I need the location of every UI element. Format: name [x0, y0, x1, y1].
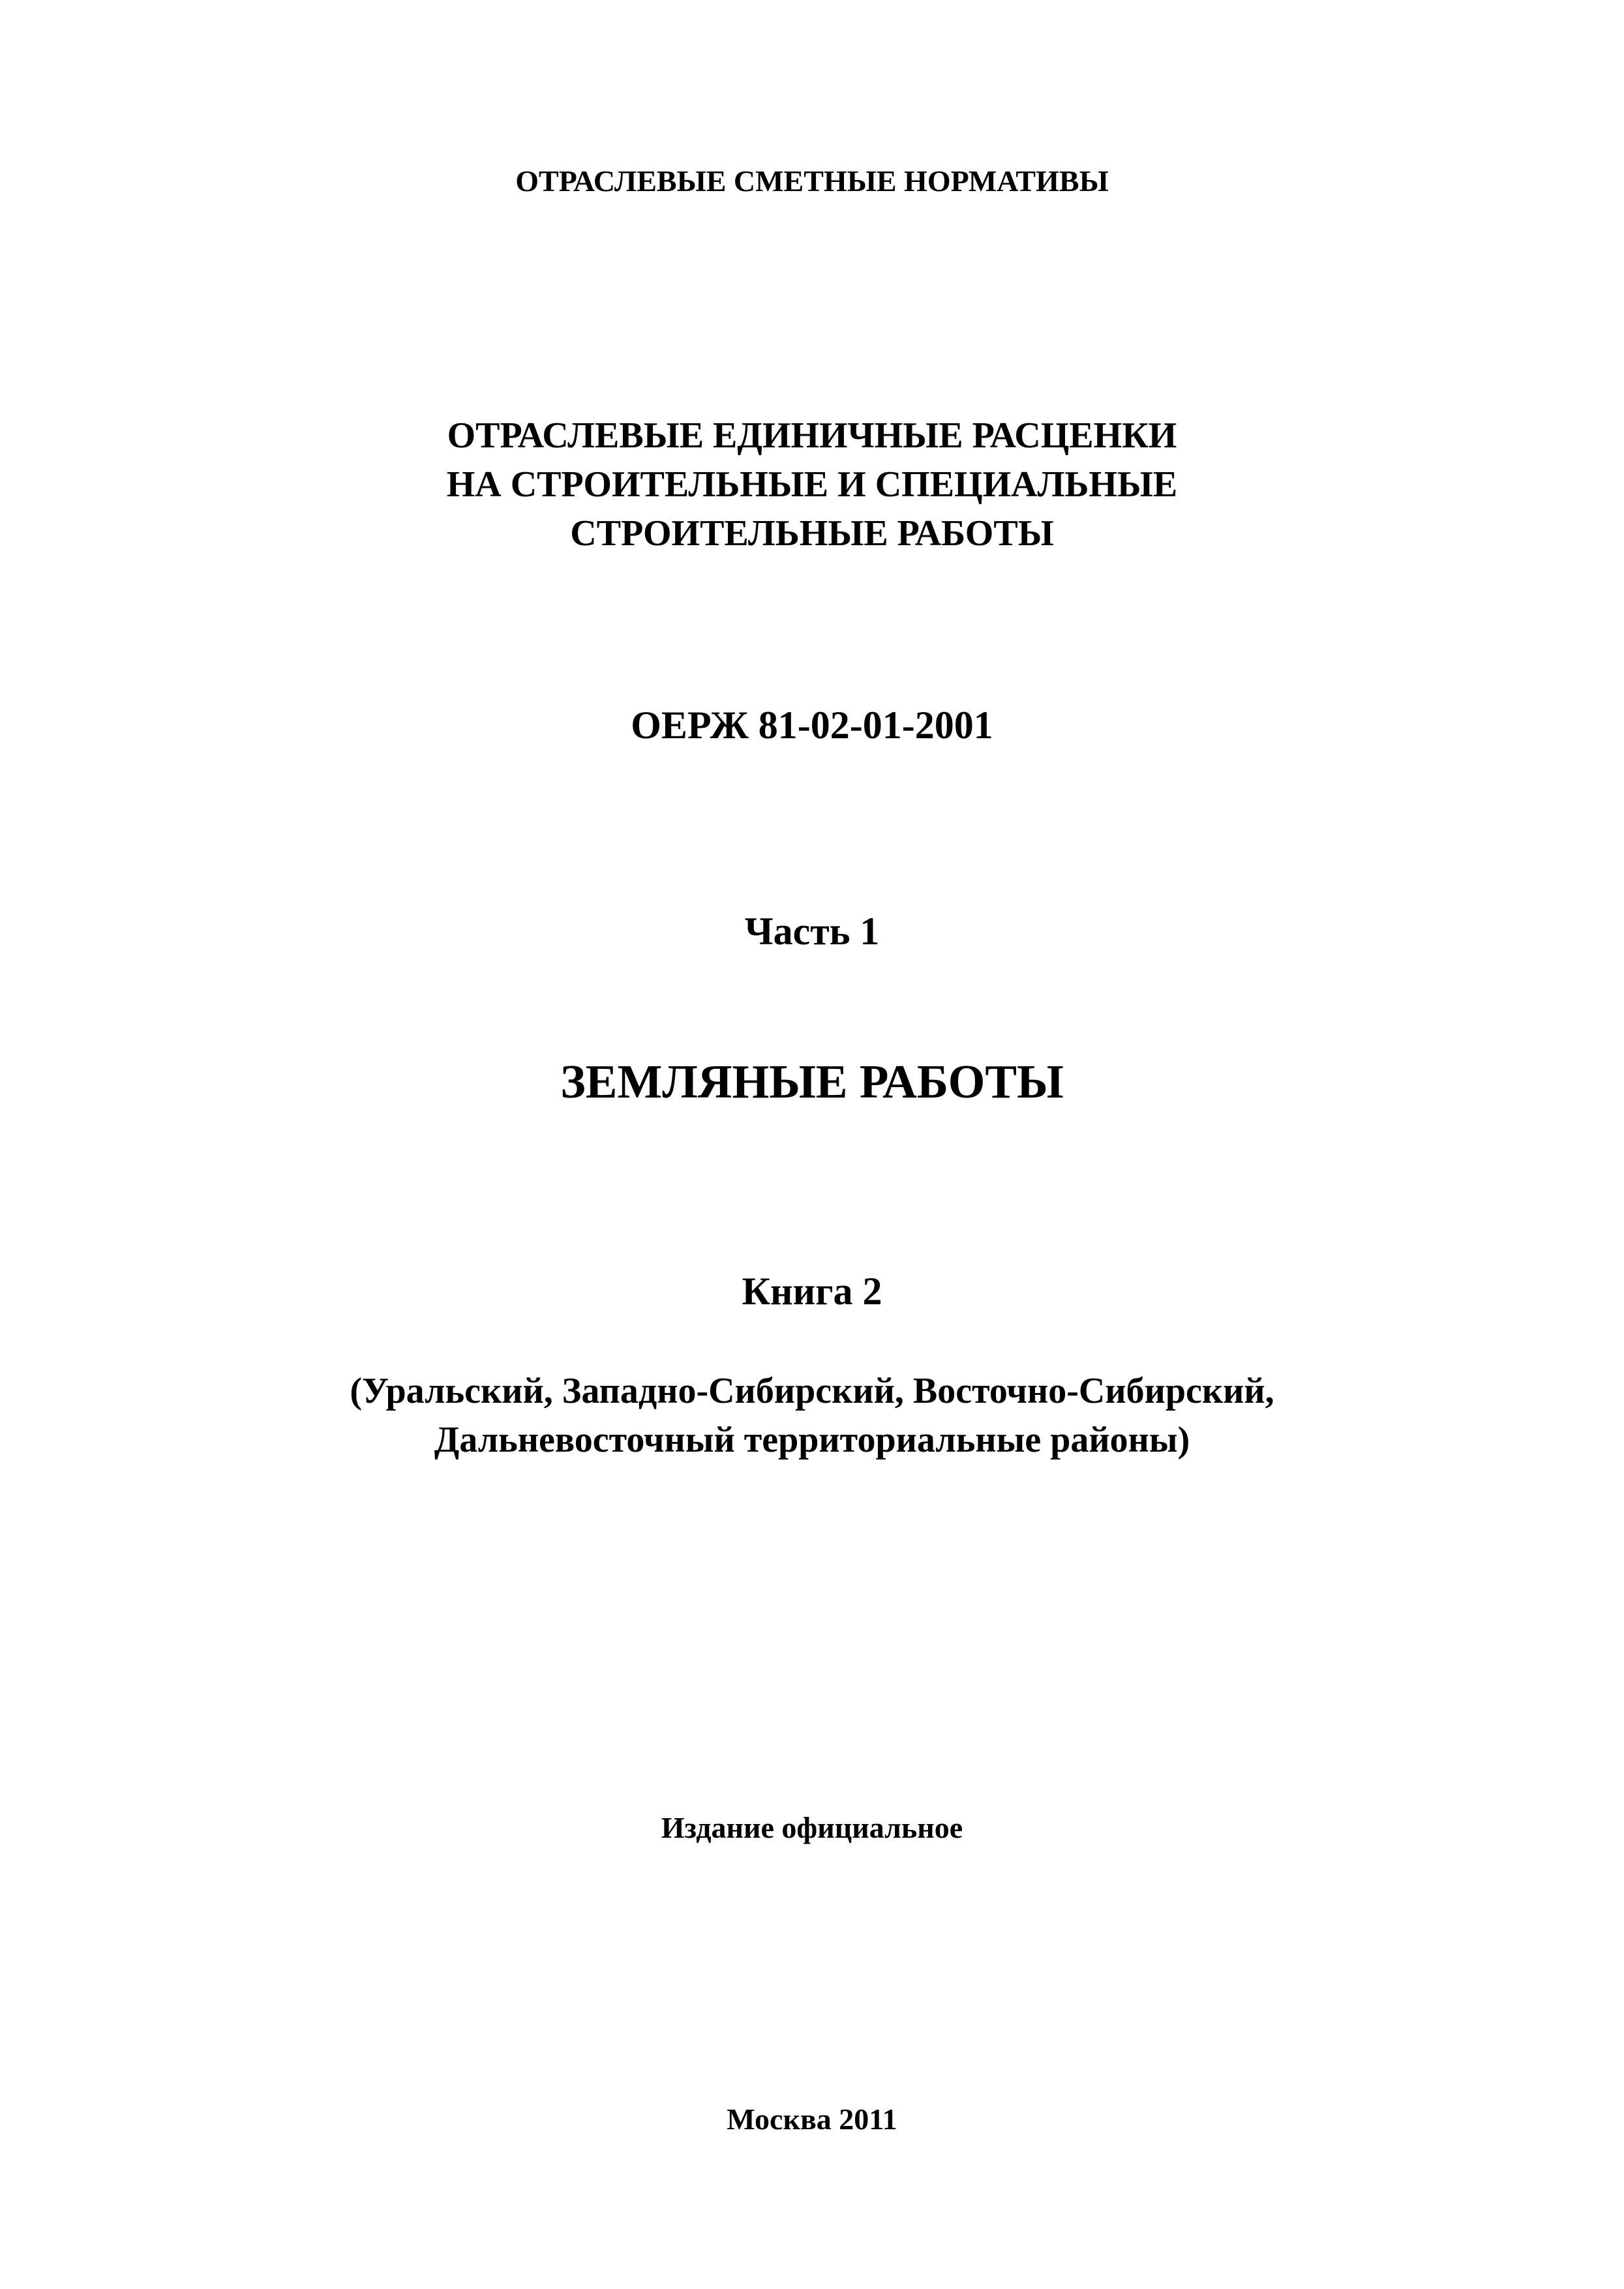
title-line-2: НА СТРОИТЕЛЬНЫЕ И СПЕЦИАЛЬНЫЕ: [446, 464, 1178, 505]
regions-line-1: (Уральский, Западно-Сибирский, Восточно-Сибирский,: [350, 1371, 1274, 1411]
section-title: ЗЕМЛЯНЫЕ РАБОТЫ: [560, 1055, 1064, 1108]
book-label: Книга 2: [742, 1270, 882, 1313]
part-label: Часть 1: [744, 910, 880, 953]
title-line-1: ОТРАСЛЕВЫЕ ЕДИНИЧНЫЕ РАСЦЕНКИ: [447, 415, 1177, 456]
place-year: Москва 2011: [727, 2102, 897, 2136]
series-heading: ОТРАСЛЕВЫЕ СМЕТНЫЕ НОРМАТИВЫ: [515, 164, 1109, 198]
edition-label: Издание официальное: [661, 1811, 963, 1844]
regions-line-2: Дальневосточный территориальные районы): [434, 1420, 1190, 1460]
document-code: ОЕРЖ 81-02-01-2001: [631, 704, 993, 747]
title-line-3: СТРОИТЕЛЬНЫЕ РАБОТЫ: [570, 513, 1054, 554]
